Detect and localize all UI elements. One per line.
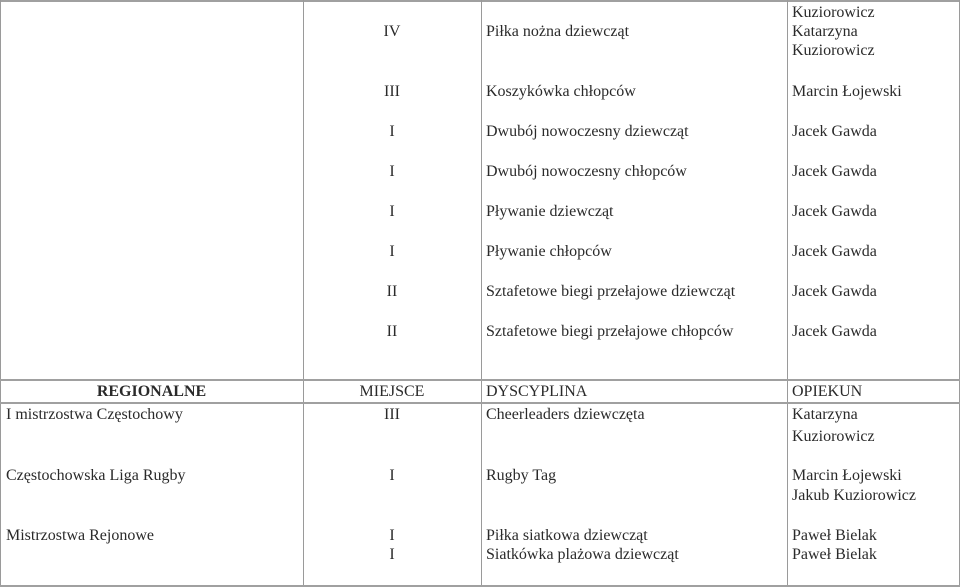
place: I: [389, 527, 395, 544]
discipline: Sztafetowe biegi przełajowe chłopców: [486, 323, 734, 340]
coach: Paweł Bielak: [792, 546, 877, 563]
coach: Kuziorowicz: [792, 42, 875, 59]
divider: [481, 0, 482, 587]
discipline: Sztafetowe biegi przełajowe dziewcząt: [486, 283, 736, 300]
place: III: [384, 83, 400, 100]
divider: [0, 402, 960, 404]
discipline: Siatkówka plażowa dziewcząt: [486, 546, 679, 563]
coach: Jacek Gawda: [792, 243, 877, 260]
discipline: Dwubój nowoczesny dziewcząt: [486, 123, 689, 140]
discipline: Cheerleaders dziewczęta: [486, 406, 645, 423]
place: I: [389, 123, 395, 140]
place: III: [384, 406, 400, 423]
coach: Kuziorowicz: [792, 4, 875, 21]
coach: Jacek Gawda: [792, 323, 877, 340]
coach: Paweł Bielak: [792, 527, 877, 544]
place: I: [389, 546, 395, 563]
discipline: Koszykówka chłopców: [486, 83, 636, 100]
place: I: [389, 467, 395, 484]
coach: Jacek Gawda: [792, 163, 877, 180]
coach: Marcin Łojewski: [792, 83, 902, 100]
column-header-discipline: DYSCYPLINA: [486, 383, 588, 400]
divider: [0, 0, 960, 2]
column-header-place: MIEJSCE: [359, 383, 425, 400]
competition: I mistrzostwa Częstochowy: [6, 406, 183, 423]
discipline: Dwubój nowoczesny chłopców: [486, 163, 687, 180]
discipline: Pływanie dziewcząt: [486, 203, 614, 220]
divider: [0, 0, 1, 587]
column-header-coach: OPIEKUN: [792, 383, 863, 400]
discipline: Piłka nożna dziewcząt: [486, 23, 630, 40]
coach: Jakub Kuziorowicz: [792, 487, 916, 504]
competition: Mistrzostwa Rejonowe: [6, 527, 154, 544]
coach: Katarzyna: [792, 406, 858, 423]
discipline: Pływanie chłopców: [486, 243, 612, 260]
competition: Częstochowska Liga Rugby: [6, 467, 186, 484]
discipline: Rugby Tag: [486, 467, 557, 484]
place: I: [389, 243, 395, 260]
place: II: [386, 283, 398, 300]
coach: Katarzyna: [792, 23, 858, 40]
divider: [787, 0, 788, 587]
divider: [0, 379, 960, 381]
coach: Marcin Łojewski: [792, 467, 902, 484]
place: IV: [383, 23, 401, 40]
coach: Kuziorowicz: [792, 428, 875, 445]
coach: Jacek Gawda: [792, 203, 877, 220]
column-header-regional: REGIONALNE: [96, 383, 207, 400]
place: I: [389, 163, 395, 180]
coach: Jacek Gawda: [792, 123, 877, 140]
coach: Jacek Gawda: [792, 283, 877, 300]
discipline: Piłka siatkowa dziewcząt: [486, 527, 648, 544]
place: II: [386, 323, 398, 340]
place: I: [389, 203, 395, 220]
